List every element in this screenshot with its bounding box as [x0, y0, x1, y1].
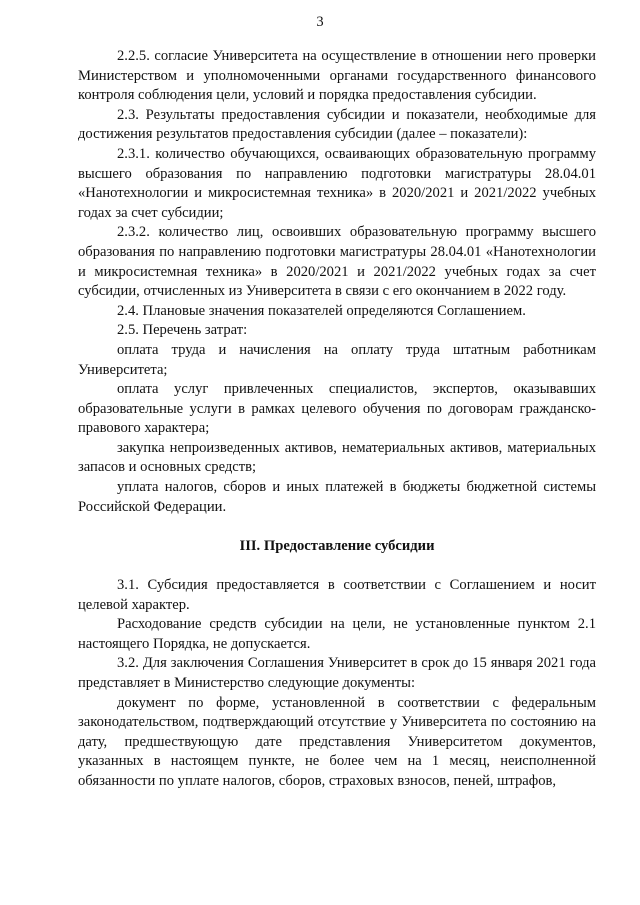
page-number: 3	[316, 14, 324, 30]
paragraph-2-2-5: 2.2.5. согласие Университета на осуществление в отношении него проверки Министерством и уполномоченными органами государственного финансового контроля соблюдения цели, условий и порядка предоставления субсидии.	[78, 48, 596, 104]
expense-item-assets: закупка непроизведенных активов, нематериальных активов, материальных запасов и основных средств;	[78, 439, 596, 476]
paragraph-document-requirement: документ по форме, установленной в соответствии с федеральным законодательством, подтверждающий отсутствие у Университета по состоянию на дату, предшествующую дате представления Университетом документов, указанных в настоящем пункте, не более чем на 1 месяц, неисполненной обязанности по уплате налогов, сборов, страховых взносов, пеней, штрафов,	[78, 694, 596, 789]
section-heading: III. Предоставление субсидии	[239, 537, 435, 554]
paragraph-2-3-1: 2.3.1. количество обучающихся, осваивающих образовательную программу высшего образования по направлению подготовки магистратуры 28.04.01 «Нанотехнологии и микросистемная техника» в 2020/2021 и 2021/2022 учебных годах за счет субсидии;	[78, 145, 596, 221]
paragraph-2-4: 2.4. Плановые значения показателей определяются Соглашением.	[117, 302, 526, 319]
expense-item-taxes: уплата налогов, сборов и иных платежей в бюджеты бюджетной системы Российской Федерации.	[78, 479, 596, 515]
paragraph-3-1: 3.1. Субсидия предоставляется в соответствии с Соглашением и носит целевой характер.	[78, 577, 596, 613]
paragraph-2-3-2: 2.3.2. количество лиц, освоивших образовательную программу высшего образования по направлению подготовки магистратуры 28.04.01 «Нанотехнологии и микросистемная техника» в 2020/2021 и 2021/2022 учебных годах за счет субсидии, отчисленных из Университета в связи с его окончанием в 2022 году.	[78, 224, 596, 300]
document-body	[78, 47, 596, 792]
paragraph-spending-restriction: Расходование средств субсидии на цели, не установленные пунктом 2.1 настоящего Порядка, не допускается.	[78, 616, 596, 652]
paragraph-2-5: 2.5. Перечень затрат:	[117, 322, 248, 339]
expense-item-salary: оплата труда и начисления на оплату труда штатным работникам Университета;	[78, 341, 596, 378]
expense-item-services: оплата услуг привлеченных специалистов, экспертов, оказывавших образовательные услуги в рамках целевого обучения по договорам гражданско-правового характера;	[78, 381, 596, 437]
paragraph-2-3: 2.3. Результаты предоставления субсидии и показатели, необходимые для достижения результатов предоставления субсидии (далее – показатели):	[78, 106, 596, 143]
paragraph-3-2: 3.2. Для заключения Соглашения Университет в срок до 15 января 2021 года представляет в Министерство следующие документы:	[78, 655, 596, 691]
